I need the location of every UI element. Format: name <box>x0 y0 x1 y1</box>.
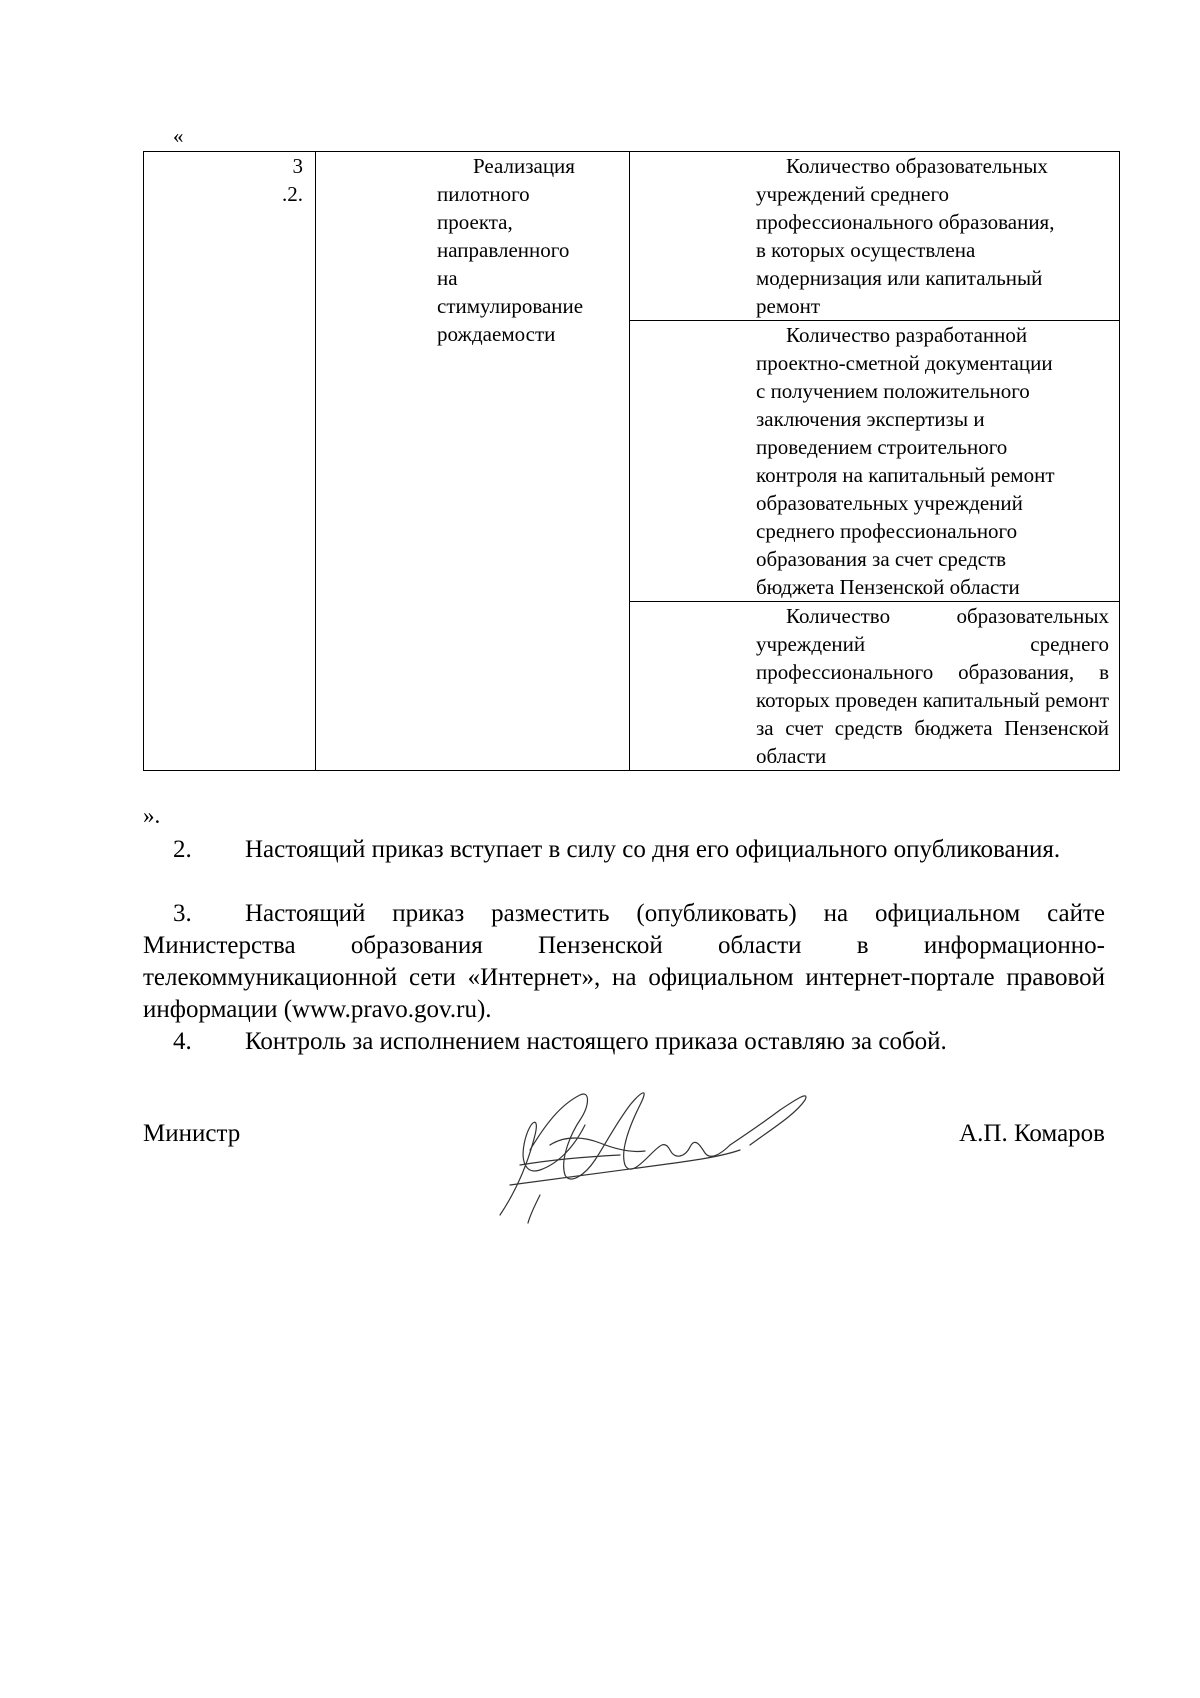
indicator-line: проектно-сметной документации <box>756 351 1053 375</box>
indicator-line: контроля на капитальный ремонт <box>756 463 1055 487</box>
signatory-name: А.П. Комаров <box>959 1120 1105 1147</box>
activity-name-line: на <box>437 266 458 290</box>
indicator-line: с получением положительного <box>756 379 1030 403</box>
indicator-line: учреждений среднего <box>756 182 950 206</box>
indicator-line: Количество образовательных <box>786 154 1048 178</box>
indicator-line: образовательных учреждений <box>756 491 1023 515</box>
indicator-line: образования за счет средств <box>756 547 1007 571</box>
activity-name-line: пилотного <box>437 182 530 206</box>
indicator-line: в которых осуществлена <box>756 238 976 262</box>
indicator-cell-3 <box>630 602 1120 771</box>
activity-name-line: направленного <box>437 238 570 262</box>
row-number-part: 3 <box>292 154 303 178</box>
indicator-cell-2 <box>630 321 1120 602</box>
paragraph-4 <box>143 1026 1105 1058</box>
activity-name-line: рождаемости <box>437 322 556 346</box>
paragraph-2 <box>143 834 1105 866</box>
handwritten-signature <box>490 1065 820 1225</box>
indicator-line: профессионального образования, <box>756 210 1055 234</box>
activity-name-line: Реализация <box>473 154 575 178</box>
opening-quote-mark: « <box>173 124 184 148</box>
indicator-line: среднего профессионального <box>756 519 1018 543</box>
indicator-line: ремонт <box>756 294 821 318</box>
indicator-line: модернизация или капитальный <box>756 266 1043 290</box>
paragraph-number: 3. <box>173 900 192 927</box>
paragraph-number: 4. <box>173 1028 192 1055</box>
closing-quote-mark: ». <box>143 803 161 828</box>
row-number-cell <box>144 152 316 771</box>
indicators-table <box>143 151 1120 771</box>
paragraph-3 <box>143 898 1105 1026</box>
indicator-line: Количество разработанной <box>786 323 1028 347</box>
activity-name-cell <box>316 152 630 771</box>
indicator-paragraph: Количество образовательных учреждений среднего профессионального образования, в которых проведен капитальный ремонт за счет средств бюджета Пензенской области <box>756 604 1109 768</box>
indicator-cell-1 <box>630 152 1120 321</box>
signatory-title: Министр <box>143 1120 241 1147</box>
row-number-part: .2. <box>282 182 303 206</box>
indicator-line: бюджета Пензенской области <box>756 575 1020 599</box>
indicator-line: заключения экспертизы и <box>756 407 985 431</box>
activity-name-line: стимулирование <box>437 294 584 318</box>
indicator-line: проведением строительного <box>756 435 1008 459</box>
table-row <box>144 152 1120 321</box>
paragraph-text: Настоящий приказ разместить (опубликовать) на официальном сайте Министерства образования Пензенской области в информационно-телекоммуникационной сети «Интернет», на официальном интернет-портале правовой информации (www.pravo.gov.ru). <box>143 900 1105 1023</box>
paragraph-text: Контроль за исполнением настоящего приказа оставляю за собой. <box>245 1028 947 1055</box>
activity-name-line: проекта, <box>437 210 513 234</box>
paragraph-text: Настоящий приказ вступает в силу со дня его официального опубликования. <box>245 836 1061 863</box>
paragraph-number: 2. <box>173 836 192 863</box>
